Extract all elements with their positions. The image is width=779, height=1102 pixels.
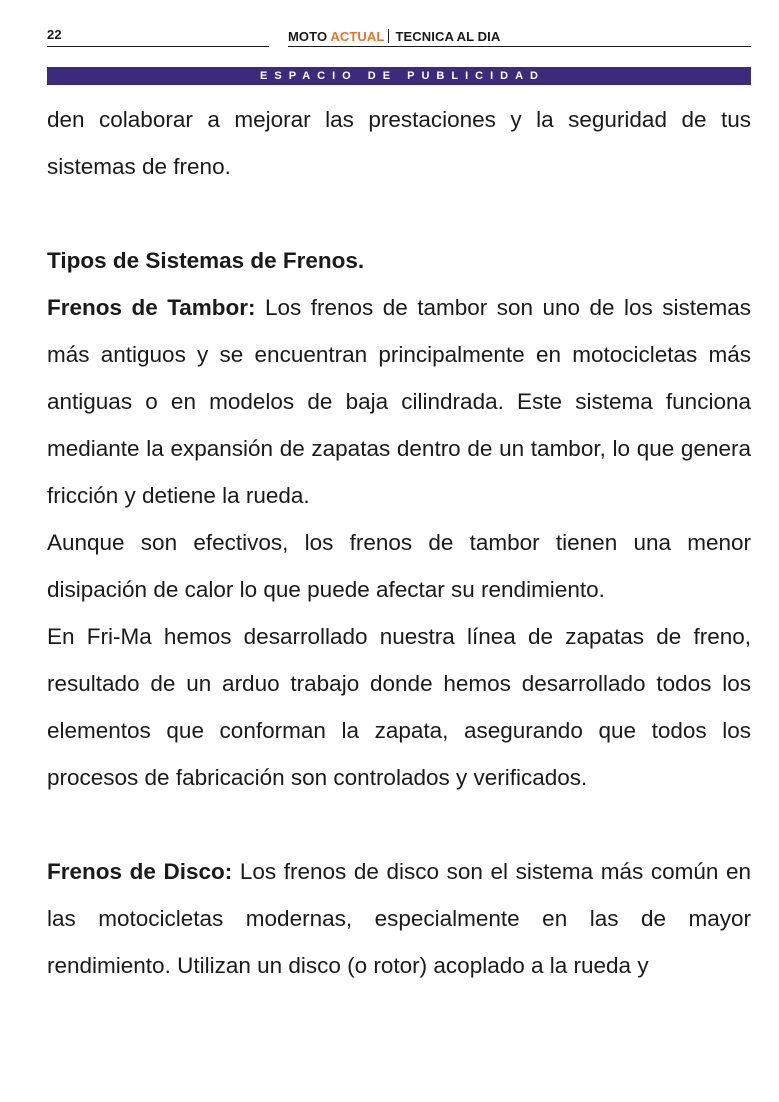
drum-efficiency-paragraph: Aunque son efectivos, los frenos de tambor tienen una menor disipación de calor lo que puede afectar su rendimiento. — [47, 530, 751, 602]
frima-shoes-paragraph: En Fri-Ma hemos desarrollado nuestra línea de zapatas de freno, resultado de un arduo trabajo donde hemos desarrollado todos los elementos que conforman la zapata, asegurando que todos los procesos de fabricación son controlados y verificados. — [47, 624, 751, 790]
section-name: TECNICA AL DIA — [395, 29, 501, 44]
section-heading: Tipos de Sistemas de Frenos. — [47, 248, 365, 273]
page-header — [47, 27, 751, 49]
article-body — [47, 96, 751, 989]
publication-name-actual: ACTUAL — [330, 29, 385, 44]
advertising-space-banner: ESPACIO DE PUBLICIDAD — [47, 67, 751, 85]
drum-brakes-paragraph — [47, 284, 751, 519]
disc-brakes-paragraph — [47, 848, 751, 989]
paragraph-spacer — [47, 190, 751, 237]
drum-brakes-term: Frenos de Tambor: — [47, 295, 256, 320]
disc-brakes-term: Frenos de Disco: — [47, 859, 233, 884]
intro-continuation-paragraph: den colaborar a mejorar las prestaciones y la seguridad de tus sistemas de freno. — [47, 107, 751, 179]
drum-brakes-text: Los frenos de tambor son uno de los sistemas más antiguos y se encuentran principalmente en motocicletas más antiguas o en modelos de baja cilindrada. Este sistema funciona mediante la expansión de zapatas dentro de un tambor, lo que genera fricción y detiene la rueda. — [47, 295, 751, 508]
page-number: 22 — [47, 27, 62, 42]
publication-name-moto: MOTO — [288, 29, 328, 44]
header-rule-right — [288, 46, 751, 47]
publication-title — [288, 29, 500, 44]
header-rule-left — [47, 46, 269, 47]
disc-brakes-text: Los frenos de disco son el sistema más común en las motocicletas modernas, especialmente en las de mayor rendimiento. Utilizan un disco (o rotor) acoplado a la rueda y — [47, 859, 751, 978]
paragraph-spacer — [47, 801, 751, 848]
header-separator — [388, 29, 389, 43]
